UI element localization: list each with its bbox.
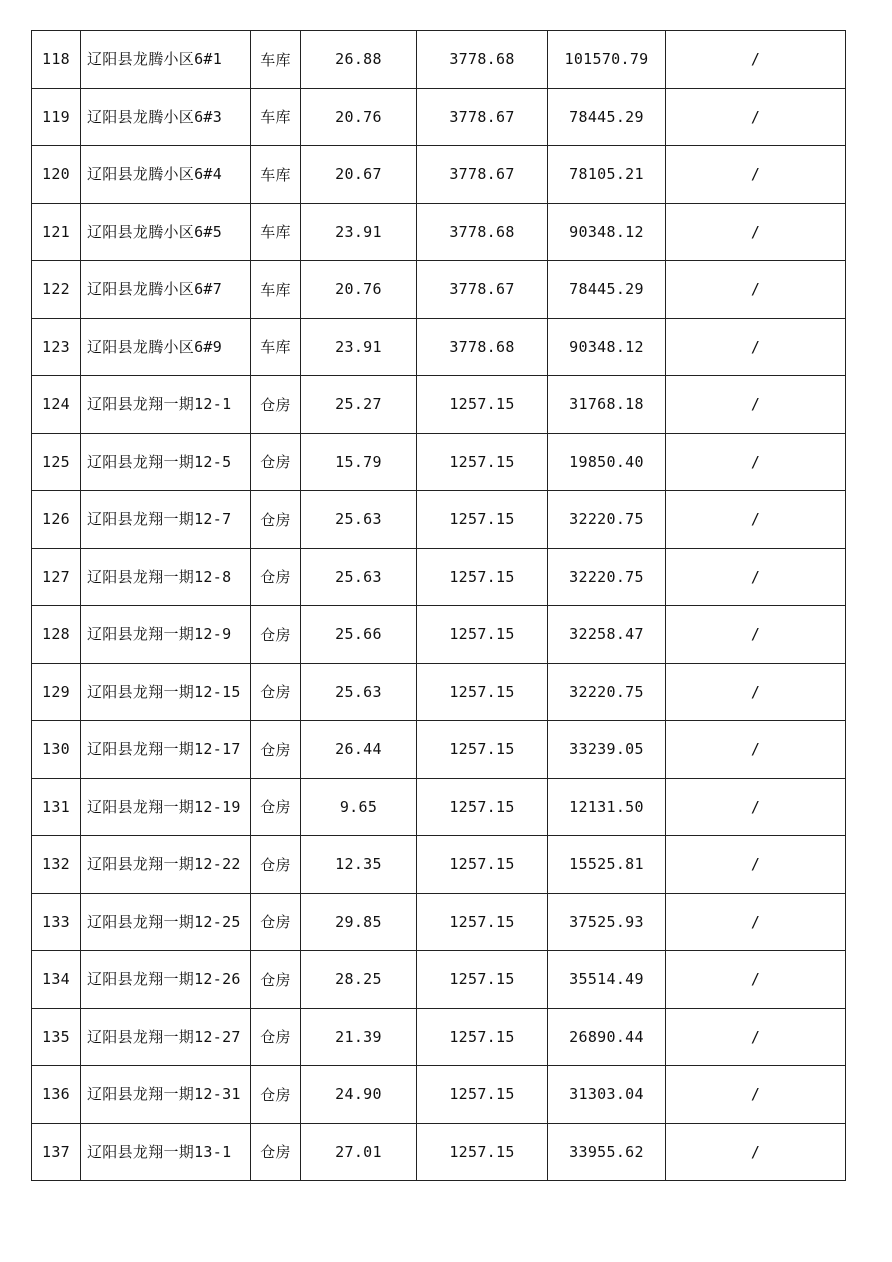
unit-price-cell: 1257.15 <box>417 606 548 664</box>
table-row <box>32 31 846 89</box>
row-number-cell: 119 <box>32 88 81 146</box>
total-price-cell: 37525.93 <box>548 893 666 951</box>
unit-price-cell: 1257.15 <box>417 1008 548 1066</box>
note-cell: / <box>666 836 846 894</box>
location-cell: 辽阳县龙翔一期12-19 <box>81 778 251 836</box>
area-cell: 25.27 <box>301 376 417 434</box>
location-cell: 辽阳县龙翔一期12-17 <box>81 721 251 779</box>
area-cell: 27.01 <box>301 1123 417 1181</box>
total-price-cell: 78105.21 <box>548 146 666 204</box>
note-cell: / <box>666 1066 846 1124</box>
table-row <box>32 663 846 721</box>
note-cell: / <box>666 1123 846 1181</box>
unit-price-cell: 1257.15 <box>417 836 548 894</box>
unit-price-cell: 1257.15 <box>417 951 548 1009</box>
row-number-cell: 137 <box>32 1123 81 1181</box>
location-cell: 辽阳县龙翔一期12-7 <box>81 491 251 549</box>
location-cell: 辽阳县龙翔一期12-27 <box>81 1008 251 1066</box>
table-row <box>32 721 846 779</box>
area-cell: 15.79 <box>301 433 417 491</box>
area-cell: 28.25 <box>301 951 417 1009</box>
area-cell: 29.85 <box>301 893 417 951</box>
unit-price-cell: 3778.67 <box>417 146 548 204</box>
type-cell: 仓房 <box>251 1066 301 1124</box>
unit-price-cell: 1257.15 <box>417 1123 548 1181</box>
area-cell: 23.91 <box>301 203 417 261</box>
total-price-cell: 31768.18 <box>548 376 666 434</box>
type-cell: 仓房 <box>251 376 301 434</box>
total-price-cell: 26890.44 <box>548 1008 666 1066</box>
total-price-cell: 33955.62 <box>548 1123 666 1181</box>
location-cell: 辽阳县龙翔一期12-1 <box>81 376 251 434</box>
location-cell: 辽阳县龙腾小区6#3 <box>81 88 251 146</box>
location-cell: 辽阳县龙翔一期12-8 <box>81 548 251 606</box>
type-cell: 车库 <box>251 318 301 376</box>
area-cell: 9.65 <box>301 778 417 836</box>
note-cell: / <box>666 893 846 951</box>
note-cell: / <box>666 1008 846 1066</box>
area-cell: 26.88 <box>301 31 417 89</box>
area-cell: 25.63 <box>301 663 417 721</box>
unit-price-cell: 1257.15 <box>417 778 548 836</box>
type-cell: 车库 <box>251 261 301 319</box>
area-cell: 20.76 <box>301 88 417 146</box>
note-cell: / <box>666 88 846 146</box>
row-number-cell: 129 <box>32 663 81 721</box>
table-row <box>32 778 846 836</box>
unit-price-cell: 1257.15 <box>417 1066 548 1124</box>
type-cell: 车库 <box>251 31 301 89</box>
location-cell: 辽阳县龙翔一期12-9 <box>81 606 251 664</box>
total-price-cell: 31303.04 <box>548 1066 666 1124</box>
total-price-cell: 32220.75 <box>548 491 666 549</box>
table-row <box>32 146 846 204</box>
table-row <box>32 1066 846 1124</box>
type-cell: 车库 <box>251 203 301 261</box>
total-price-cell: 15525.81 <box>548 836 666 894</box>
note-cell: / <box>666 663 846 721</box>
unit-price-cell: 1257.15 <box>417 548 548 606</box>
table-row <box>32 606 846 664</box>
table-row <box>32 1008 846 1066</box>
table-row <box>32 88 846 146</box>
location-cell: 辽阳县龙腾小区6#7 <box>81 261 251 319</box>
location-cell: 辽阳县龙翔一期12-22 <box>81 836 251 894</box>
table-row <box>32 203 846 261</box>
total-price-cell: 78445.29 <box>548 88 666 146</box>
unit-price-cell: 3778.68 <box>417 203 548 261</box>
location-cell: 辽阳县龙腾小区6#9 <box>81 318 251 376</box>
type-cell: 仓房 <box>251 491 301 549</box>
area-cell: 25.66 <box>301 606 417 664</box>
table-body <box>32 31 846 1181</box>
type-cell: 仓房 <box>251 893 301 951</box>
total-price-cell: 12131.50 <box>548 778 666 836</box>
area-cell: 25.63 <box>301 491 417 549</box>
unit-price-cell: 1257.15 <box>417 491 548 549</box>
row-number-cell: 135 <box>32 1008 81 1066</box>
table-row <box>32 261 846 319</box>
table-row <box>32 491 846 549</box>
total-price-cell: 33239.05 <box>548 721 666 779</box>
type-cell: 仓房 <box>251 663 301 721</box>
total-price-cell: 90348.12 <box>548 203 666 261</box>
area-cell: 25.63 <box>301 548 417 606</box>
unit-price-cell: 1257.15 <box>417 433 548 491</box>
row-number-cell: 124 <box>32 376 81 434</box>
unit-price-cell: 3778.68 <box>417 318 548 376</box>
row-number-cell: 133 <box>32 893 81 951</box>
type-cell: 仓房 <box>251 778 301 836</box>
note-cell: / <box>666 951 846 1009</box>
note-cell: / <box>666 721 846 779</box>
table-row <box>32 376 846 434</box>
type-cell: 仓房 <box>251 433 301 491</box>
location-cell: 辽阳县龙腾小区6#5 <box>81 203 251 261</box>
row-number-cell: 134 <box>32 951 81 1009</box>
unit-price-cell: 3778.67 <box>417 88 548 146</box>
row-number-cell: 128 <box>32 606 81 664</box>
note-cell: / <box>666 778 846 836</box>
row-number-cell: 132 <box>32 836 81 894</box>
row-number-cell: 131 <box>32 778 81 836</box>
note-cell: / <box>666 491 846 549</box>
total-price-cell: 32220.75 <box>548 663 666 721</box>
total-price-cell: 35514.49 <box>548 951 666 1009</box>
row-number-cell: 127 <box>32 548 81 606</box>
unit-price-cell: 1257.15 <box>417 721 548 779</box>
type-cell: 车库 <box>251 88 301 146</box>
row-number-cell: 122 <box>32 261 81 319</box>
total-price-cell: 32220.75 <box>548 548 666 606</box>
location-cell: 辽阳县龙翔一期12-26 <box>81 951 251 1009</box>
type-cell: 仓房 <box>251 1008 301 1066</box>
row-number-cell: 118 <box>32 31 81 89</box>
location-cell: 辽阳县龙翔一期12-31 <box>81 1066 251 1124</box>
location-cell: 辽阳县龙翔一期12-5 <box>81 433 251 491</box>
row-number-cell: 136 <box>32 1066 81 1124</box>
area-cell: 12.35 <box>301 836 417 894</box>
note-cell: / <box>666 318 846 376</box>
unit-price-cell: 1257.15 <box>417 376 548 434</box>
area-cell: 23.91 <box>301 318 417 376</box>
total-price-cell: 19850.40 <box>548 433 666 491</box>
area-cell: 20.76 <box>301 261 417 319</box>
area-cell: 21.39 <box>301 1008 417 1066</box>
table-row <box>32 318 846 376</box>
note-cell: / <box>666 606 846 664</box>
row-number-cell: 130 <box>32 721 81 779</box>
type-cell: 仓房 <box>251 1123 301 1181</box>
area-cell: 20.67 <box>301 146 417 204</box>
location-cell: 辽阳县龙翔一期12-15 <box>81 663 251 721</box>
note-cell: / <box>666 261 846 319</box>
type-cell: 仓房 <box>251 606 301 664</box>
total-price-cell: 32258.47 <box>548 606 666 664</box>
note-cell: / <box>666 548 846 606</box>
location-cell: 辽阳县龙翔一期12-25 <box>81 893 251 951</box>
unit-price-cell: 1257.15 <box>417 893 548 951</box>
type-cell: 仓房 <box>251 951 301 1009</box>
area-cell: 24.90 <box>301 1066 417 1124</box>
type-cell: 仓房 <box>251 721 301 779</box>
row-number-cell: 123 <box>32 318 81 376</box>
row-number-cell: 120 <box>32 146 81 204</box>
table-row <box>32 893 846 951</box>
table-row <box>32 836 846 894</box>
type-cell: 仓房 <box>251 548 301 606</box>
table-row <box>32 951 846 1009</box>
location-cell: 辽阳县龙腾小区6#4 <box>81 146 251 204</box>
unit-price-cell: 3778.67 <box>417 261 548 319</box>
table-row <box>32 433 846 491</box>
unit-price-cell: 3778.68 <box>417 31 548 89</box>
total-price-cell: 78445.29 <box>548 261 666 319</box>
note-cell: / <box>666 31 846 89</box>
note-cell: / <box>666 203 846 261</box>
row-number-cell: 121 <box>32 203 81 261</box>
location-cell: 辽阳县龙腾小区6#1 <box>81 31 251 89</box>
note-cell: / <box>666 146 846 204</box>
location-cell: 辽阳县龙翔一期13-1 <box>81 1123 251 1181</box>
total-price-cell: 101570.79 <box>548 31 666 89</box>
unit-price-cell: 1257.15 <box>417 663 548 721</box>
type-cell: 车库 <box>251 146 301 204</box>
table-row <box>32 1123 846 1181</box>
note-cell: / <box>666 433 846 491</box>
row-number-cell: 126 <box>32 491 81 549</box>
row-number-cell: 125 <box>32 433 81 491</box>
property-table <box>31 30 846 1181</box>
type-cell: 仓房 <box>251 836 301 894</box>
table-row <box>32 548 846 606</box>
area-cell: 26.44 <box>301 721 417 779</box>
total-price-cell: 90348.12 <box>548 318 666 376</box>
note-cell: / <box>666 376 846 434</box>
